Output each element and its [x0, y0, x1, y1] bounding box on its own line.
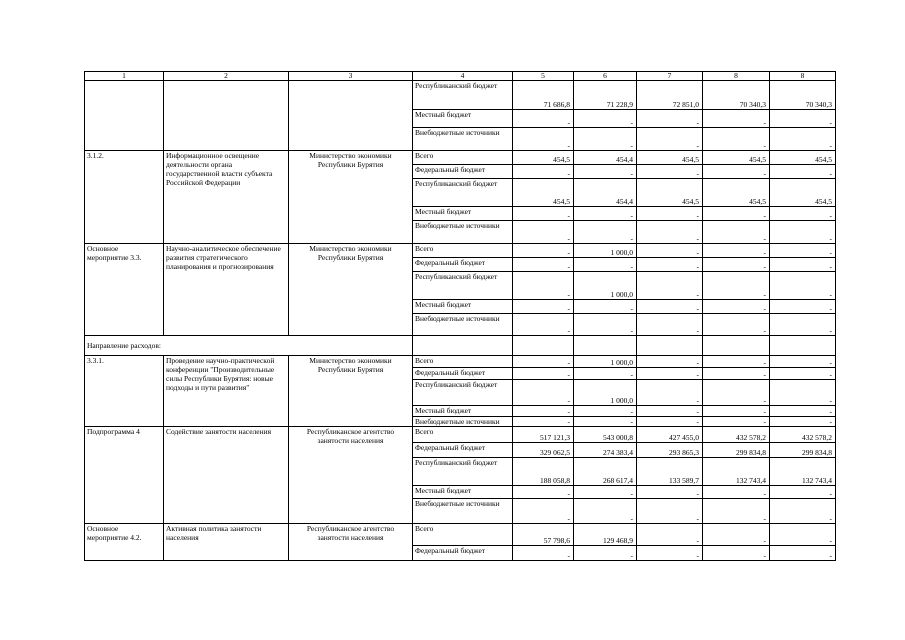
column-number: 1 — [85, 72, 164, 81]
empty-cell — [770, 336, 836, 356]
column-number: 5 — [513, 72, 574, 81]
amount-cell: - — [637, 165, 703, 179]
amount-cell: - — [574, 417, 637, 427]
funding-source: Всего — [413, 151, 513, 165]
amount-cell: - — [574, 499, 637, 524]
funding-source: Республиканский бюджет — [413, 380, 513, 406]
funding-source: Местный бюджет — [413, 300, 513, 314]
amount-cell: - — [770, 300, 836, 314]
table-row — [85, 524, 836, 546]
amount-cell: - — [770, 258, 836, 272]
amount-cell: 132 743,4 — [770, 458, 836, 486]
amount-cell: - — [770, 417, 836, 427]
amount-cell: 427 455,0 — [637, 427, 703, 443]
funding-source: Федеральный бюджет — [413, 443, 513, 458]
amount-cell: 432 578,2 — [703, 427, 770, 443]
item-name: Содействие занятости населения — [164, 427, 289, 524]
empty-cell — [637, 336, 703, 356]
amount-cell: - — [637, 128, 703, 151]
funding-source: Федеральный бюджет — [413, 258, 513, 272]
amount-cell: 1 000,0 — [574, 244, 637, 258]
amount-cell: - — [637, 406, 703, 417]
amount-cell: 70 340,3 — [703, 81, 770, 110]
amount-cell: - — [703, 314, 770, 336]
amount-cell: - — [770, 486, 836, 499]
amount-cell: 454,4 — [574, 151, 637, 165]
item-code: Основное мероприятие 4.2. — [85, 524, 164, 561]
item-executor: Министерство экономики Республики Бурятия — [289, 356, 413, 427]
column-number: 4 — [413, 72, 513, 81]
amount-cell: - — [637, 368, 703, 380]
item-name: Активная политика занятости населения — [164, 524, 289, 561]
amount-cell: - — [703, 300, 770, 314]
item-name: Проведение научно-практической конференции "Производительные силы Республики Бурятия: новые подходы и пути развития" — [164, 356, 289, 427]
amount-cell: - — [574, 221, 637, 244]
empty-cell — [85, 81, 164, 151]
amount-cell: - — [770, 110, 836, 128]
amount-cell: - — [574, 368, 637, 380]
amount-cell: 299 834,8 — [703, 443, 770, 458]
amount-cell: 517 121,3 — [513, 427, 574, 443]
amount-cell: - — [513, 165, 574, 179]
amount-cell: - — [513, 406, 574, 417]
amount-cell: - — [703, 486, 770, 499]
column-number: 8 — [703, 72, 770, 81]
amount-cell: - — [513, 110, 574, 128]
amount-cell: - — [770, 165, 836, 179]
section-title: Направление расходов: — [85, 336, 413, 356]
amount-cell: - — [574, 110, 637, 128]
amount-cell: 454,5 — [703, 151, 770, 165]
amount-cell: - — [513, 300, 574, 314]
column-number: 6 — [574, 72, 637, 81]
table-row — [85, 427, 836, 443]
empty-cell — [164, 81, 289, 151]
item-executor: Республиканское агентство занятости населения — [289, 427, 413, 524]
amount-cell: - — [574, 207, 637, 221]
amount-cell: - — [770, 207, 836, 221]
amount-cell: 454,5 — [637, 151, 703, 165]
column-number: 7 — [637, 72, 703, 81]
amount-cell: - — [770, 499, 836, 524]
amount-cell: - — [703, 165, 770, 179]
empty-cell — [513, 336, 574, 356]
amount-cell: 454,5 — [703, 179, 770, 207]
amount-cell: - — [770, 356, 836, 368]
amount-cell: - — [770, 272, 836, 300]
amount-cell: 1 000,0 — [574, 356, 637, 368]
amount-cell: 1 000,0 — [574, 380, 637, 406]
amount-cell: - — [513, 417, 574, 427]
budget-table — [84, 71, 836, 561]
amount-cell: - — [703, 110, 770, 128]
funding-source: Внебюджетные источники — [413, 221, 513, 244]
funding-source: Местный бюджет — [413, 486, 513, 499]
amount-cell: - — [770, 244, 836, 258]
amount-cell: - — [513, 368, 574, 380]
amount-cell: - — [513, 486, 574, 499]
amount-cell: - — [637, 221, 703, 244]
funding-source: Республиканский бюджет — [413, 81, 513, 110]
amount-cell: 329 062,5 — [513, 443, 574, 458]
funding-source: Федеральный бюджет — [413, 165, 513, 179]
amount-cell: 133 589,7 — [637, 458, 703, 486]
amount-cell: - — [513, 244, 574, 258]
item-executor: Министерство экономики Республики Бурятия — [289, 151, 413, 244]
column-number: 8 — [770, 72, 836, 81]
funding-source: Внебюджетные источники — [413, 314, 513, 336]
amount-cell: - — [574, 486, 637, 499]
amount-cell: - — [574, 546, 637, 561]
amount-cell: 132 743,4 — [703, 458, 770, 486]
column-number: 2 — [164, 72, 289, 81]
amount-cell: 454,5 — [637, 179, 703, 207]
amount-cell: - — [703, 272, 770, 300]
amount-cell: 293 865,3 — [637, 443, 703, 458]
amount-cell: 454,5 — [770, 179, 836, 207]
amount-cell: 71 228,9 — [574, 81, 637, 110]
amount-cell: - — [574, 258, 637, 272]
amount-cell: - — [513, 356, 574, 368]
amount-cell: - — [703, 368, 770, 380]
amount-cell: - — [770, 546, 836, 561]
amount-cell: - — [513, 207, 574, 221]
funding-source: Федеральный бюджет — [413, 546, 513, 561]
funding-source: Внебюджетные источники — [413, 417, 513, 427]
header-row — [85, 72, 836, 81]
amount-cell: - — [637, 314, 703, 336]
empty-cell — [574, 336, 637, 356]
item-code: Основное мероприятие 3.3. — [85, 244, 164, 336]
amount-cell: - — [703, 258, 770, 272]
amount-cell: - — [703, 417, 770, 427]
amount-cell: - — [770, 524, 836, 546]
amount-cell: - — [513, 546, 574, 561]
amount-cell: - — [637, 499, 703, 524]
empty-cell — [703, 336, 770, 356]
funding-source: Всего — [413, 524, 513, 546]
amount-cell: 70 340,3 — [770, 81, 836, 110]
amount-cell: 57 798,6 — [513, 524, 574, 546]
amount-cell: - — [574, 300, 637, 314]
funding-source: Федеральный бюджет — [413, 368, 513, 380]
empty-cell — [289, 81, 413, 151]
amount-cell: - — [637, 110, 703, 128]
funding-source: Всего — [413, 244, 513, 258]
amount-cell: - — [703, 546, 770, 561]
table-row — [85, 356, 836, 368]
amount-cell: - — [513, 258, 574, 272]
amount-cell: - — [770, 406, 836, 417]
amount-cell: - — [770, 221, 836, 244]
amount-cell: - — [770, 380, 836, 406]
amount-cell: - — [637, 356, 703, 368]
amount-cell: 454,5 — [513, 151, 574, 165]
funding-source: Всего — [413, 427, 513, 443]
amount-cell: - — [637, 207, 703, 221]
amount-cell: - — [703, 380, 770, 406]
amount-cell: - — [770, 368, 836, 380]
amount-cell: 71 686,8 — [513, 81, 574, 110]
amount-cell: - — [513, 380, 574, 406]
amount-cell: - — [703, 207, 770, 221]
amount-cell: - — [637, 417, 703, 427]
table-row — [85, 151, 836, 165]
amount-cell: - — [703, 524, 770, 546]
amount-cell: - — [513, 221, 574, 244]
amount-cell: - — [637, 244, 703, 258]
amount-cell: - — [770, 128, 836, 151]
amount-cell: - — [637, 258, 703, 272]
amount-cell: 72 851,0 — [637, 81, 703, 110]
item-code: 3.3.1. — [85, 356, 164, 427]
amount-cell: - — [513, 314, 574, 336]
amount-cell: - — [574, 314, 637, 336]
item-name: Информационное освещение деятельности органа государственной власти субъекта Российской Федерации — [164, 151, 289, 244]
amount-cell: 432 578,2 — [770, 427, 836, 443]
funding-source: Местный бюджет — [413, 406, 513, 417]
amount-cell: 1 000,0 — [574, 272, 637, 300]
amount-cell: - — [703, 406, 770, 417]
amount-cell: - — [637, 300, 703, 314]
funding-source: Местный бюджет — [413, 207, 513, 221]
funding-source: Местный бюджет — [413, 110, 513, 128]
funding-source: Республиканский бюджет — [413, 458, 513, 486]
amount-cell: 299 834,8 — [770, 443, 836, 458]
table-row — [85, 244, 836, 258]
amount-cell: - — [513, 128, 574, 151]
funding-source: Внебюджетные источники — [413, 128, 513, 151]
amount-cell: - — [703, 128, 770, 151]
amount-cell: - — [703, 356, 770, 368]
amount-cell: - — [703, 499, 770, 524]
empty-cell — [413, 336, 513, 356]
amount-cell: - — [574, 128, 637, 151]
amount-cell: - — [637, 486, 703, 499]
item-executor: Республиканское агентство занятости населения — [289, 524, 413, 561]
section-row — [85, 336, 836, 356]
amount-cell: 188 058,8 — [513, 458, 574, 486]
amount-cell: 129 468,9 — [574, 524, 637, 546]
amount-cell: - — [637, 272, 703, 300]
amount-cell: - — [513, 272, 574, 300]
item-name: Научно-аналитическое обеспечение развития стратегического планирования и прогнозирования — [164, 244, 289, 336]
amount-cell: 274 383,4 — [574, 443, 637, 458]
amount-cell: - — [703, 221, 770, 244]
amount-cell: - — [703, 244, 770, 258]
amount-cell: - — [637, 380, 703, 406]
column-number: 3 — [289, 72, 413, 81]
amount-cell: - — [637, 524, 703, 546]
table-row — [85, 81, 836, 110]
funding-source: Республиканский бюджет — [413, 179, 513, 207]
amount-cell: 268 617,4 — [574, 458, 637, 486]
item-executor: Министерство экономики Республики Бурятия — [289, 244, 413, 336]
amount-cell: - — [513, 499, 574, 524]
amount-cell: 454,4 — [574, 179, 637, 207]
amount-cell: - — [574, 165, 637, 179]
amount-cell: 454,5 — [770, 151, 836, 165]
funding-source: Республиканский бюджет — [413, 272, 513, 300]
funding-source: Внебюджетные источники — [413, 499, 513, 524]
funding-source: Всего — [413, 356, 513, 368]
amount-cell: - — [637, 546, 703, 561]
amount-cell: 543 000,8 — [574, 427, 637, 443]
item-code: 3.1.2. — [85, 151, 164, 244]
amount-cell: 454,5 — [513, 179, 574, 207]
amount-cell: - — [574, 406, 637, 417]
amount-cell: - — [770, 314, 836, 336]
item-code: Подпрограмма 4 — [85, 427, 164, 524]
